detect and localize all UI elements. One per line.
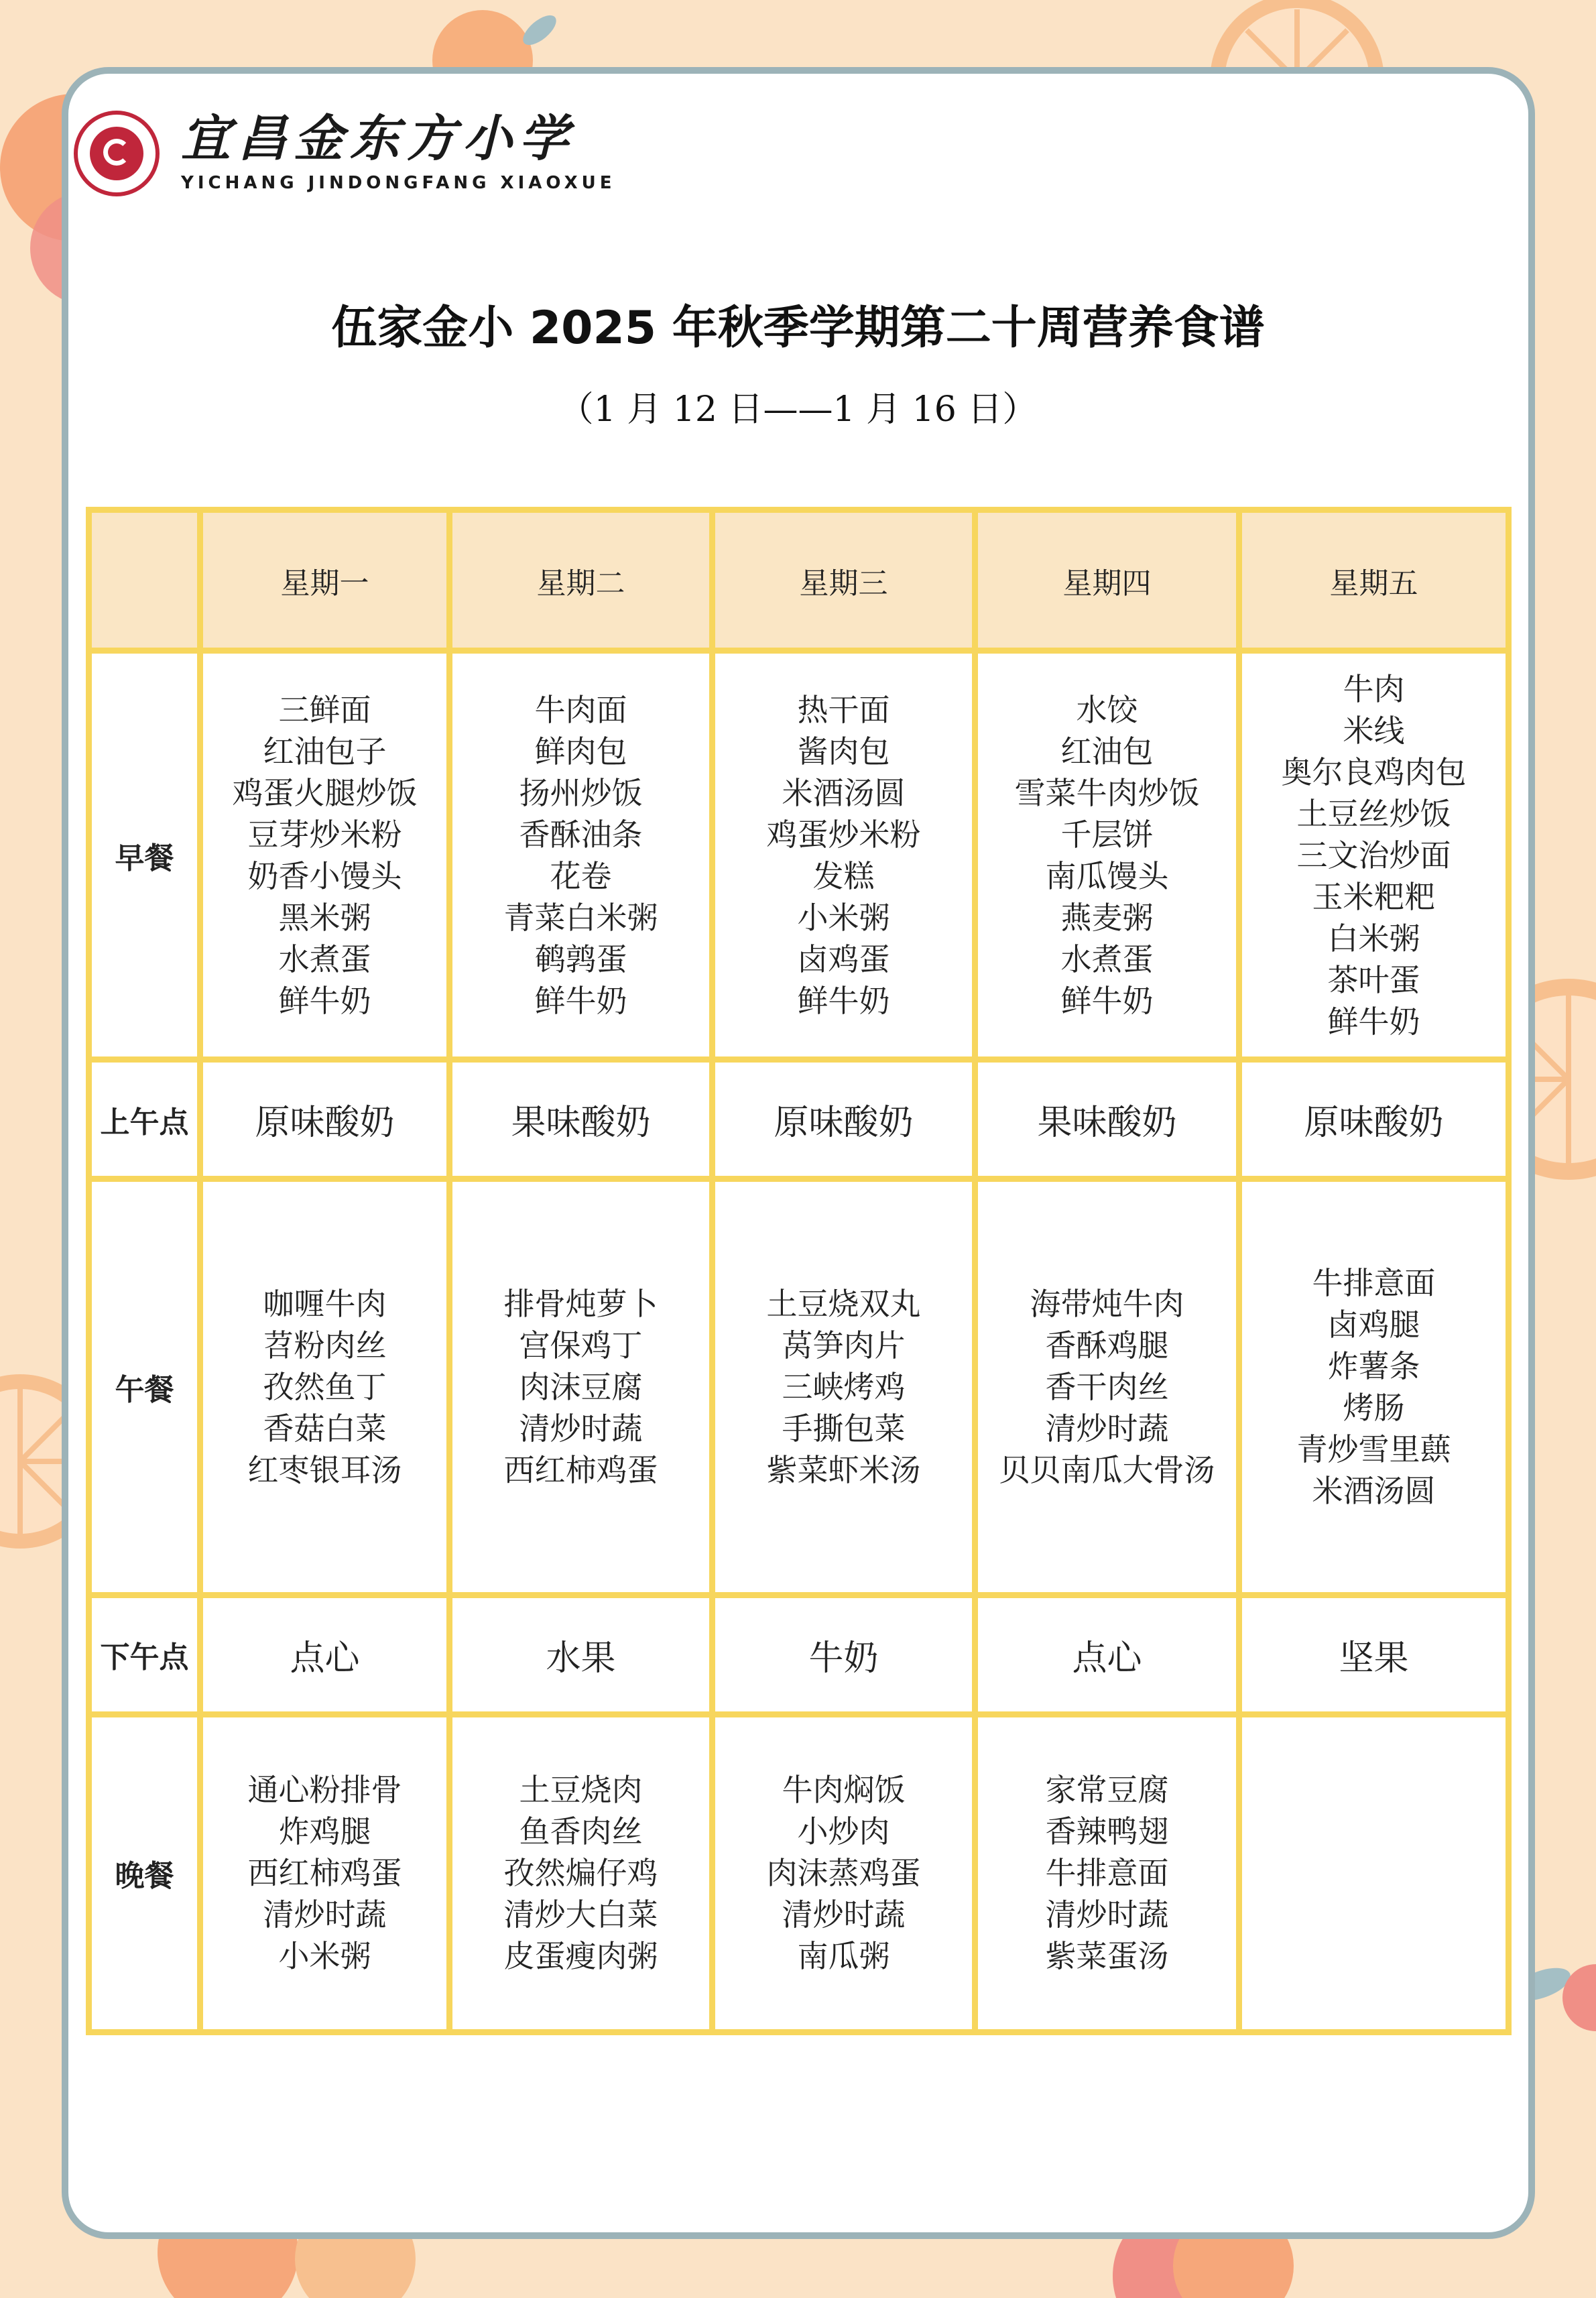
dish-item: 排骨炖萝卜 — [503, 1286, 658, 1323]
meal-row-afternoon-snack — [89, 1595, 1509, 1714]
snack-cell: 原味酸奶 — [713, 1060, 975, 1179]
meal-label: 午餐 — [89, 1179, 200, 1595]
dish-item: 玉米粑粑 — [1312, 878, 1436, 915]
meal-row-lunch — [89, 1179, 1509, 1595]
dish-item: 炸鸡腿 — [278, 1813, 371, 1850]
dish-item: 小米粥 — [278, 1938, 371, 1975]
dish-cell — [975, 1714, 1239, 2032]
dish-item: 卤鸡蛋 — [797, 941, 890, 977]
dish-item: 肉沫蒸鸡蛋 — [766, 1855, 921, 1892]
meal-label: 上午点 — [89, 1060, 200, 1179]
meal-row-morning-snack — [89, 1060, 1509, 1179]
snack-cell: 水果 — [450, 1595, 713, 1714]
snack-cell: 坚果 — [1239, 1595, 1509, 1714]
dish-item: 贝贝南瓜大骨汤 — [999, 1452, 1215, 1489]
dish-item: 家常豆腐 — [1045, 1772, 1169, 1809]
dish-item: 米酒汤圆 — [782, 774, 906, 811]
dish-cell — [713, 1714, 975, 2032]
menu-table — [86, 507, 1512, 2035]
school-name-cn: 宜昌金东方小学 — [181, 110, 575, 168]
dish-item: 酱肉包 — [797, 733, 890, 770]
dish-cell — [200, 651, 450, 1060]
dish-item: 肉沫豆腐 — [519, 1369, 643, 1406]
dish-cell — [1239, 651, 1509, 1060]
dish-item: 鸡蛋炒米粉 — [766, 816, 921, 853]
dish-item: 三文治炒面 — [1296, 837, 1451, 873]
dish-item: 土豆烧肉 — [519, 1772, 643, 1809]
dish-item: 香辣鸭翅 — [1045, 1813, 1169, 1850]
dish-item: 手撕包菜 — [782, 1410, 906, 1447]
dish-item: 牛排意面 — [1312, 1265, 1436, 1302]
dish-item: 三峡烤鸡 — [782, 1369, 906, 1406]
dish-cell — [200, 1714, 450, 2032]
page-title: 伍家金小 2025 年秋季学期第二十周营养食谱 — [331, 302, 1265, 355]
dish-item: 清炒时蔬 — [1045, 1896, 1169, 1933]
dish-item: 水煮蛋 — [278, 941, 371, 977]
dish-cell — [713, 651, 975, 1060]
dish-item: 三鲜面 — [278, 691, 371, 728]
dish-item: 鹌鹑蛋 — [534, 941, 627, 977]
dish-item: 奶香小馒头 — [247, 857, 402, 894]
dish-item: 清炒时蔬 — [519, 1410, 643, 1447]
dish-item: 炸薯条 — [1327, 1348, 1420, 1385]
dish-item: 香酥鸡腿 — [1045, 1327, 1169, 1364]
dish-item: 红油包子 — [263, 733, 387, 770]
dish-item: 米线 — [1343, 712, 1405, 749]
dish-cell — [450, 651, 713, 1060]
meal-row-dinner — [89, 1714, 1509, 2032]
dish-cell — [1239, 1714, 1509, 2032]
dish-item: 小米粥 — [797, 899, 890, 936]
dish-item: 咖喱牛肉 — [263, 1286, 387, 1323]
dish-item: 水饺 — [1076, 691, 1138, 728]
school-logo — [74, 111, 616, 196]
meal-row-breakfast — [89, 651, 1509, 1060]
dish-item: 红枣银耳汤 — [247, 1452, 402, 1489]
dish-item: 清炒大白菜 — [503, 1896, 658, 1933]
dish-item: 宫保鸡丁 — [519, 1327, 643, 1364]
corner-cell — [89, 510, 200, 651]
day-header: 星期一 — [200, 510, 450, 651]
dish-cell — [1239, 1179, 1509, 1595]
snack-cell: 原味酸奶 — [200, 1060, 450, 1179]
dish-item: 南瓜粥 — [797, 1938, 890, 1975]
dish-item: 土豆烧双丸 — [766, 1286, 921, 1323]
dish-cell — [975, 1179, 1239, 1595]
dish-item: 鲜牛奶 — [1327, 1003, 1420, 1040]
dish-item: 花卷 — [550, 857, 612, 894]
dish-item: 皮蛋瘦肉粥 — [503, 1938, 658, 1975]
snack-cell: 点心 — [200, 1595, 450, 1714]
snack-cell: 牛奶 — [713, 1595, 975, 1714]
dish-item: 紫菜蛋汤 — [1045, 1938, 1169, 1975]
dish-item: 香酥油条 — [519, 816, 643, 853]
snack-cell: 原味酸奶 — [1239, 1060, 1509, 1179]
dish-item: 热干面 — [797, 691, 890, 728]
dish-item: 清炒时蔬 — [263, 1896, 387, 1933]
dish-item: 通心粉排骨 — [247, 1772, 402, 1809]
dish-item: 孜然煸仔鸡 — [503, 1855, 658, 1892]
dish-item: 鲜牛奶 — [278, 982, 371, 1019]
dish-item: 千层饼 — [1060, 816, 1154, 853]
dish-item: 茶叶蛋 — [1327, 961, 1420, 998]
dish-item: 南瓜馒头 — [1045, 857, 1169, 894]
dish-item: 鲜牛奶 — [797, 982, 890, 1019]
dish-item: 扬州炒饭 — [519, 774, 643, 811]
meal-label: 早餐 — [89, 651, 200, 1060]
dish-cell — [200, 1179, 450, 1595]
day-header: 星期四 — [975, 510, 1239, 651]
dish-item: 烤肠 — [1343, 1390, 1405, 1427]
day-header: 星期二 — [450, 510, 713, 651]
dish-item: 牛肉焖饭 — [782, 1772, 906, 1809]
dish-cell — [450, 1179, 713, 1595]
dish-item: 鲜牛奶 — [1060, 982, 1154, 1019]
dish-item: 莴笋肉片 — [782, 1327, 906, 1364]
day-header: 星期三 — [713, 510, 975, 651]
dish-item: 孜然鱼丁 — [263, 1369, 387, 1406]
meal-label: 晚餐 — [89, 1714, 200, 2032]
dish-item: 香菇白菜 — [263, 1410, 387, 1447]
header-row — [89, 510, 1509, 651]
dish-item: 清炒时蔬 — [782, 1896, 906, 1933]
dish-item: 红油包 — [1060, 733, 1154, 770]
dish-item: 豆芽炒米粉 — [247, 816, 402, 853]
dish-cell — [713, 1179, 975, 1595]
dish-item: 西红柿鸡蛋 — [247, 1855, 402, 1892]
day-header: 星期五 — [1239, 510, 1509, 651]
dish-item: 牛肉面 — [534, 691, 627, 728]
school-emblem-icon — [74, 111, 160, 196]
dish-item: 鸡蛋火腿炒饭 — [232, 774, 418, 811]
dish-item: 鱼香肉丝 — [519, 1813, 643, 1850]
dish-item: 发糕 — [812, 857, 875, 894]
dish-item: 牛肉 — [1343, 670, 1405, 707]
date-range: （1 月 12 日——1 月 16 日） — [558, 389, 1038, 430]
dish-item: 苕粉肉丝 — [263, 1327, 387, 1364]
snack-cell: 点心 — [975, 1595, 1239, 1714]
snack-cell: 果味酸奶 — [975, 1060, 1239, 1179]
dish-item: 白米粥 — [1327, 920, 1420, 957]
dish-cell — [450, 1714, 713, 2032]
dish-item: 黑米粥 — [278, 899, 371, 936]
dish-item: 香干肉丝 — [1045, 1369, 1169, 1406]
meal-label: 下午点 — [89, 1595, 200, 1714]
school-name-en: YICHANG JINDONGFANG XIAOXUE — [181, 173, 616, 193]
dish-item: 卤鸡腿 — [1327, 1307, 1420, 1343]
dish-item: 青菜白米粥 — [503, 899, 658, 936]
dish-item: 水煮蛋 — [1060, 941, 1154, 977]
dish-item: 鲜肉包 — [534, 733, 627, 770]
dish-item: 鲜牛奶 — [534, 982, 627, 1019]
dish-item: 燕麦粥 — [1060, 899, 1154, 936]
dish-item: 西红柿鸡蛋 — [503, 1452, 658, 1489]
dish-item: 清炒时蔬 — [1045, 1410, 1169, 1447]
dish-item: 海带炖牛肉 — [1030, 1286, 1184, 1323]
snack-cell: 果味酸奶 — [450, 1060, 713, 1179]
dish-item: 青炒雪里蕻 — [1296, 1431, 1451, 1468]
dish-item: 紫菜虾米汤 — [766, 1452, 921, 1489]
dish-item: 土豆丝炒饭 — [1296, 795, 1451, 832]
dish-item: 米酒汤圆 — [1312, 1473, 1436, 1510]
dish-item: 小炒肉 — [797, 1813, 890, 1850]
dish-item: 奥尔良鸡肉包 — [1281, 753, 1467, 790]
dish-cell — [975, 651, 1239, 1060]
dish-item: 雪菜牛肉炒饭 — [1014, 774, 1200, 811]
dish-item: 牛排意面 — [1045, 1855, 1169, 1892]
